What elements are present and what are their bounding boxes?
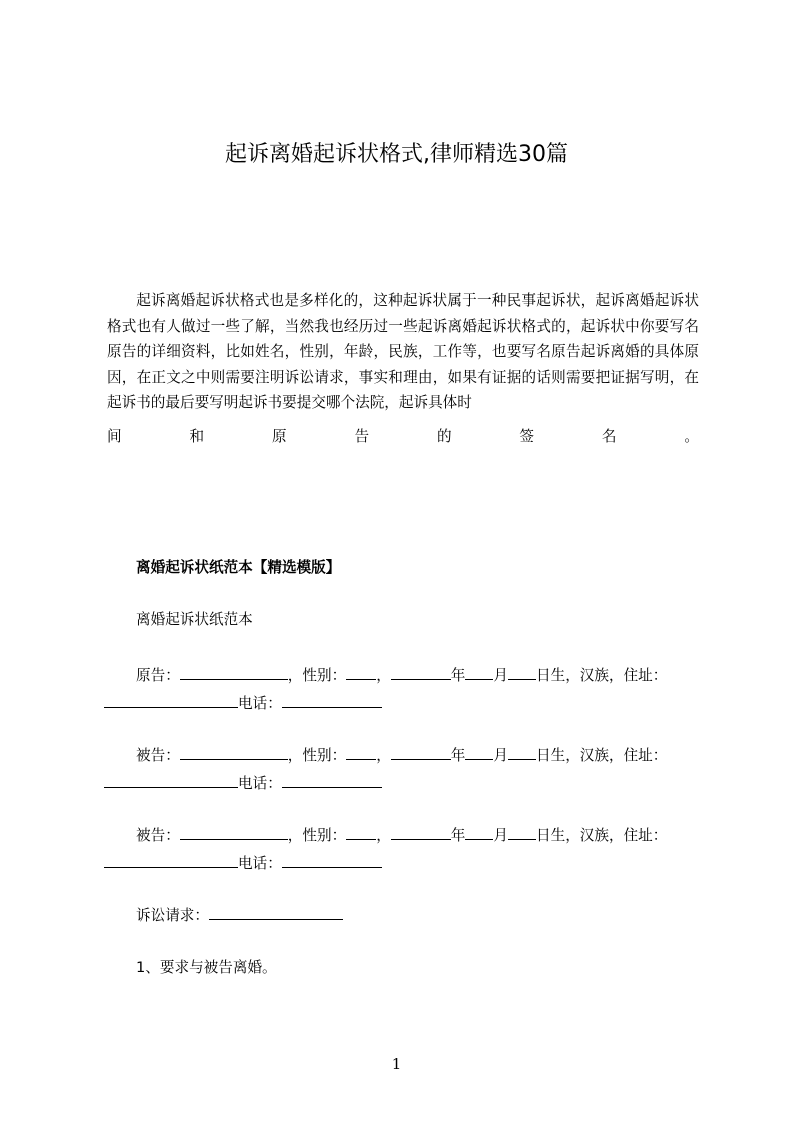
document-title: 起诉离婚起诉状格式,律师精选30篇 bbox=[225, 142, 568, 167]
sex-label: ，性别： bbox=[287, 747, 347, 764]
month-blank bbox=[465, 663, 493, 680]
day-blank bbox=[508, 743, 536, 760]
name-blank bbox=[180, 823, 288, 840]
intro-paragraph: 起诉离婚起诉状格式也是多样化的，这种起诉状属于一种民事起诉状，起诉离婚起诉状格式也有人做过一些了解，当然我也经历过一些起诉离婚起诉状格式的，起诉状中你要写名原告的详细资料，比如姓名，性别，年龄，民族，工作等，也要写名原告起诉离婚的具体原因，在正文之中则需要注明诉讼请求，事实和理由，如果有证据的话则需要把证据写明，在起诉书的最后要写明起诉书要提交哪个法院，起诉具体时 bbox=[107, 292, 699, 412]
intro-char: 间 bbox=[107, 428, 122, 445]
phone-label: 电话： bbox=[238, 775, 282, 792]
sex-label: ，性别： bbox=[287, 667, 347, 684]
sex-blank bbox=[346, 743, 376, 760]
day-blank bbox=[508, 823, 536, 840]
party-address-line bbox=[104, 691, 382, 715]
phone-blank bbox=[282, 691, 382, 708]
intro-char: 原 bbox=[271, 428, 287, 445]
party-line-defendant bbox=[136, 743, 667, 767]
subheading: 离婚起诉状纸范本 bbox=[136, 611, 253, 628]
party-role-label: 被告： bbox=[136, 827, 180, 844]
month-label: 月 bbox=[493, 747, 509, 764]
name-blank bbox=[180, 663, 288, 680]
phone-label: 电话： bbox=[238, 695, 282, 712]
party-line-plaintiff bbox=[136, 663, 667, 687]
intro-char: 的 bbox=[436, 428, 452, 445]
claims-line bbox=[136, 903, 343, 927]
month-label: 月 bbox=[493, 667, 509, 684]
birth-address-label: 日生，汉族，住址： bbox=[536, 667, 668, 684]
address-blank bbox=[104, 851, 238, 868]
year-label: 年 bbox=[450, 667, 466, 684]
intro-char: 名 bbox=[601, 428, 617, 445]
year-blank bbox=[391, 663, 451, 680]
party-role-label: 被告： bbox=[136, 747, 180, 764]
comma: ， bbox=[376, 747, 391, 764]
address-blank bbox=[104, 771, 238, 788]
year-label: 年 bbox=[450, 827, 466, 844]
section-heading: 离婚起诉状纸范本【精选模版】 bbox=[136, 559, 341, 576]
sex-blank bbox=[346, 823, 376, 840]
intro-char: 告 bbox=[354, 428, 370, 445]
phone-label: 电话： bbox=[238, 855, 282, 872]
month-blank bbox=[465, 743, 493, 760]
intro-char: 签 bbox=[519, 428, 535, 445]
sex-label: ，性别： bbox=[287, 827, 347, 844]
intro-char: 和 bbox=[189, 428, 205, 445]
intro-char: 。 bbox=[684, 428, 699, 445]
comma: ， bbox=[376, 667, 391, 684]
party-address-line bbox=[104, 851, 382, 875]
name-blank bbox=[180, 743, 288, 760]
year-blank bbox=[391, 743, 451, 760]
month-blank bbox=[465, 823, 493, 840]
party-address-line bbox=[104, 771, 382, 795]
birth-address-label: 日生，汉族，住址： bbox=[536, 747, 668, 764]
month-label: 月 bbox=[493, 827, 509, 844]
day-blank bbox=[508, 663, 536, 680]
birth-address-label: 日生，汉族，住址： bbox=[536, 827, 668, 844]
intro-last-line bbox=[107, 426, 699, 448]
comma: ， bbox=[376, 827, 391, 844]
page-number: 1 bbox=[391, 1055, 402, 1073]
sex-blank bbox=[346, 663, 376, 680]
claims-blank bbox=[209, 903, 343, 920]
phone-blank bbox=[282, 851, 382, 868]
claim-item-1: 1、要求与被告离婚。 bbox=[136, 959, 277, 976]
year-label: 年 bbox=[450, 747, 466, 764]
address-blank bbox=[104, 691, 238, 708]
party-line-defendant bbox=[136, 823, 667, 847]
party-role-label: 原告： bbox=[136, 667, 180, 684]
claims-label: 诉讼请求： bbox=[136, 907, 209, 924]
year-blank bbox=[391, 823, 451, 840]
phone-blank bbox=[282, 771, 382, 788]
